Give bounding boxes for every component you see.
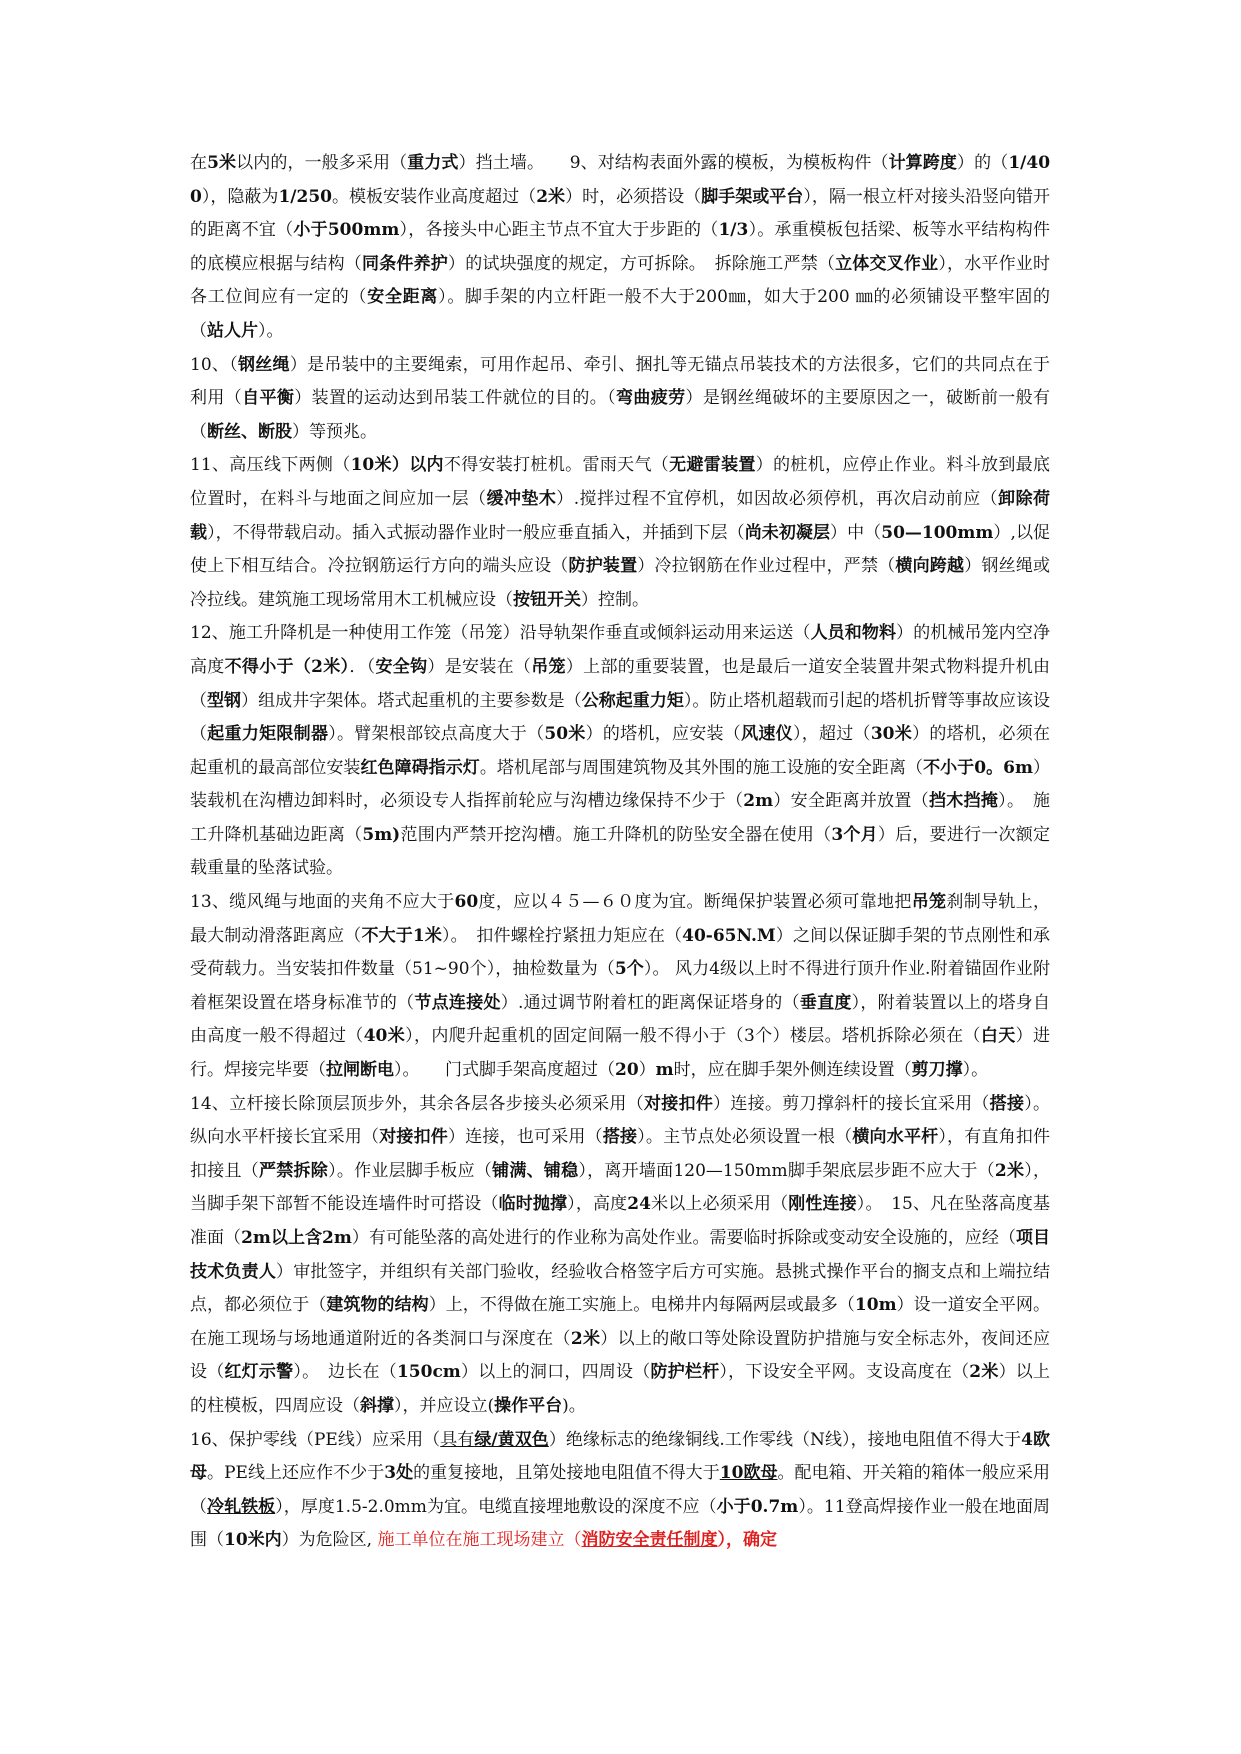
- bold-answer-text: 小于0.7m: [716, 1496, 799, 1517]
- body-text: ）的桩机，应停止作业。料斗放到最底位置时，在料斗与地面之间应加一层（: [190, 455, 1050, 509]
- bold-answer-text: 垂直度: [799, 992, 852, 1013]
- body-text: ）等预兆。: [292, 421, 377, 442]
- bold-answer-text: 5米: [207, 153, 237, 173]
- body-text: ）有可能坠落的高处进行的作业称为高处作业。需要临时拆除或变动安全设施的，应经（: [351, 1228, 1016, 1248]
- bold-answer-text: 横向水平杆: [852, 1127, 939, 1148]
- body-text: 。模板安装作业高度超过（: [331, 186, 537, 207]
- body-text: ）。主节点处必须设置一根（: [637, 1127, 853, 1148]
- bold-answer-text: 3个月: [831, 824, 878, 845]
- body-text: ）。 门式脚手架高度超过（: [394, 1060, 615, 1081]
- bold-answer-text: 10m: [854, 1295, 897, 1316]
- body-text: ），各接头中心距主节点不宜大于步距的（: [399, 220, 719, 241]
- body-text: 米以上必须采用（: [650, 1194, 789, 1215]
- body-text: ）。防止塔机超载而引起的塔机折臂等事故应该设（: [190, 690, 1051, 745]
- body-text: ）装置的运动达到吊装工件就位的目的。（: [294, 388, 616, 409]
- bold-answer-text: 临时抛撑: [498, 1194, 568, 1215]
- bold-answer-text: 铺满、铺稳: [492, 1160, 579, 1181]
- bold-answer-text: 立体交叉作业: [835, 253, 939, 274]
- body-text: ）的试块强度的规定，方可拆除。 拆除施工严禁（: [448, 253, 836, 274]
- paragraph-10: [190, 349, 1050, 450]
- bold-answer-text: 剪刀撑: [911, 1060, 963, 1081]
- body-text: ）为危险区,: [281, 1530, 373, 1551]
- body-text: ）时，必须搭设（: [565, 186, 702, 207]
- bold-answer-text: 不小于0。6m: [923, 757, 1033, 778]
- body-text: 具有: [440, 1429, 475, 1450]
- body-text: ），并应设立(: [394, 1395, 495, 1416]
- bold-answer-text: 建筑物的结构: [326, 1295, 429, 1316]
- bold-answer-text: 30米: [870, 724, 913, 745]
- bold-answer-text: 弯曲疲劳: [615, 388, 686, 409]
- body-text: ）。纵向水平杆接长宜采用（: [190, 1093, 1051, 1148]
- body-text: ）的塔机，应安装（: [585, 724, 742, 745]
- bold-answer-text: 消防安全责任制度: [581, 1530, 718, 1551]
- bold-answer-text: 绿/黄双色: [474, 1429, 549, 1450]
- document-body: [190, 147, 1050, 1558]
- bold-answer-text: 对接扣件: [644, 1093, 714, 1114]
- bold-answer-text: 自平衡: [242, 388, 295, 409]
- bold-answer-text: 缓冲垫木: [486, 488, 557, 509]
- body-text: ）钢丝绳或冷拉线。建筑施工现场常用木工机械应设（: [190, 556, 1051, 610]
- body-text: ）审批签字，并组织有关部门验收，经验收合格签字后方可实施。悬挑式操作平台的搁支点和上端拉结点，都必须位于（: [190, 1261, 1051, 1316]
- bold-answer-text: 不得小于（2米）: [224, 656, 350, 677]
- bold-answer-text: 起重力矩限制器: [207, 724, 329, 745]
- body-text: ），水平作业时各工位间应有一定的（: [190, 253, 1051, 308]
- body-text: ），高度: [567, 1194, 628, 1215]
- body-text: ），隐蔽为: [201, 186, 279, 207]
- body-text: ）装载机在沟槽边卸料时，必须设专人指挥前轮应与沟槽边缘保持不少于（: [190, 757, 1051, 812]
- body-text: 10、（: [190, 354, 238, 375]
- bold-answer-text: 60: [454, 892, 479, 913]
- body-text: ．（: [349, 656, 376, 677]
- body-text: 施工单位在施工现场建立（: [372, 1530, 582, 1551]
- body-text: ）.通过调节附着杠的距离保证塔身的（: [500, 992, 800, 1013]
- bold-answer-text: 计算跨度: [888, 153, 957, 173]
- bold-answer-text: 防护装置: [568, 556, 638, 577]
- body-text: 不得安装打桩机。雷雨天气（: [443, 455, 670, 476]
- bold-answer-text: 安全距离: [367, 287, 439, 308]
- bold-answer-text: 节点连接处: [414, 992, 501, 1013]
- bold-answer-text: 40米: [363, 1026, 406, 1047]
- bold-answer-text: 不大于1米: [361, 925, 442, 946]
- bold-answer-text: 刚性连接: [788, 1194, 857, 1215]
- bold-answer-text: 搭接: [989, 1093, 1025, 1114]
- bold-answer-text: 尚未初凝层: [744, 522, 831, 543]
- body-text: 。PE线上还应作不少于: [207, 1463, 385, 1484]
- bold-answer-text: 50米: [544, 724, 586, 745]
- body-text: ），离开墙面120—150mm脚手架底层步距不应大于（: [578, 1160, 995, 1181]
- body-text: ），厚度1.5-2.0mm为宜。电缆直接埋地敷设的深度不应（: [275, 1496, 717, 1517]
- bold-answer-text: 白天: [980, 1026, 1016, 1047]
- body-text: ）。脚手架的内立杆距一般不大于200㎜，如大于200 ㎜的必须铺设平整牢固的（: [190, 287, 1050, 341]
- body-text: ）。臂架根部铰点高度大于（: [328, 724, 545, 745]
- bold-answer-text: 150cm: [396, 1362, 461, 1383]
- bold-answer-text: 安全钩: [375, 656, 428, 677]
- bold-answer-text: 2米: [570, 1328, 601, 1349]
- body-text: )。: [562, 1395, 586, 1416]
- bold-answer-text: 斜撑: [360, 1395, 394, 1416]
- paragraph-13: [190, 886, 1050, 1088]
- body-text: 刹制导轨上，最大制动滑落距离应（: [190, 892, 1051, 946]
- body-text: ）冷拉钢筋在作业过程中，严禁（: [637, 556, 896, 577]
- bold-answer-text: 10米内: [224, 1530, 282, 1551]
- body-text: ）,以促使上下相互结合。冷拉钢筋运行方向的端头应设（: [190, 522, 1051, 577]
- bold-answer-text: 同条件养护: [362, 253, 448, 274]
- bold-answer-text: 3处: [384, 1463, 414, 1484]
- body-text: 。塔机尾部与周围建筑物及其外围的施工设施的安全距离（: [479, 757, 924, 778]
- body-text: ）。 15、凡在坠落高度基准面（: [190, 1194, 1051, 1248]
- bold-answer-text: 公称起重力矩: [581, 690, 684, 711]
- body-text: ）。作业层脚手板应（: [328, 1160, 493, 1181]
- bold-answer-text: 40-65N.M: [682, 925, 776, 946]
- bold-answer-text: 20: [615, 1060, 639, 1081]
- body-text: ）以上的洞口，四周设（: [460, 1362, 651, 1383]
- bold-answer-text: 搭接: [602, 1127, 638, 1148]
- bold-answer-text: 横向跨越: [895, 556, 965, 577]
- body-text: ）上，不得做在施工实施上。电梯井内每隔两层或最多（: [428, 1295, 855, 1316]
- bold-answer-text: 钢丝绳: [237, 354, 290, 375]
- body-text: ）挡土墙。 9、对结构表面外露的模板，为模板构件（: [458, 153, 889, 173]
- body-text: ）连接，也可采用（: [448, 1127, 603, 1148]
- bold-answer-text: 10欧母: [719, 1463, 778, 1484]
- body-text: ）。11登高焊接作业一般在地面周围（: [190, 1496, 1050, 1551]
- paragraph-12: [190, 617, 1050, 886]
- bold-answer-text: 2米: [969, 1362, 999, 1383]
- bold-answer-text: 2米: [994, 1160, 1025, 1181]
- body-text: ）以上的敞口等处除设置防护措施与安全标志外，夜间还应设（: [190, 1328, 1050, 1383]
- bold-answer-text: 1/3: [718, 220, 749, 241]
- body-text: ）中（: [830, 522, 882, 543]
- bold-answer-text: 4欧母: [190, 1429, 1050, 1484]
- bold-answer-text: 按钮开关: [513, 589, 581, 610]
- body-text: 范围内严禁开挖沟槽。施工升降机的防坠安全器在使用（: [400, 824, 832, 845]
- body-text: ）。: [258, 320, 284, 341]
- bold-answer-text: 吊笼: [911, 892, 947, 913]
- bold-answer-text: 10米）以内: [350, 455, 444, 476]
- paragraph-9: [190, 147, 1050, 349]
- body-text: ）。 施工升降机基础边距离（: [190, 791, 1051, 845]
- body-text: 以内的，一般多采用（: [236, 153, 408, 173]
- bold-answer-text: 5m): [362, 824, 401, 845]
- bold-answer-text: 50—100mm: [881, 522, 994, 543]
- body-text: ）。承重模板包括梁、板等水平结构构件的底模应根据与结构（: [190, 220, 1051, 274]
- body-text: ），有直角扣件扣接且（: [190, 1127, 1051, 1181]
- bold-answer-text: 5个: [614, 959, 644, 980]
- body-text: 在: [190, 153, 208, 173]
- body-text: ）.搅拌过程不宜停机，如因故必须停机，再次启动前应（: [556, 488, 999, 509]
- body-text: ）的（: [957, 153, 1009, 173]
- bold-answer-text: 脚手架或平台: [701, 186, 804, 207]
- body-text: ）以上的柱模板，四周应设（: [190, 1362, 1051, 1416]
- body-text: ），附着装置以上的塔身自由高度一般不得超过（: [190, 992, 1051, 1047]
- bold-answer-text: 2米: [536, 186, 566, 207]
- body-text: ）之间以保证脚手架的节点刚性和承受荷载力。当安装扣件数量（51~90个），抽检数量为（: [190, 925, 1050, 980]
- body-text: 的重复接地，且第处接地电阻值不得大于: [413, 1463, 720, 1484]
- bold-answer-text: 2m: [743, 791, 774, 812]
- body-text: ）进行。焊接完毕要（: [190, 1026, 1051, 1081]
- paragraph-11: [190, 449, 1050, 617]
- bold-answer-text: 防护栏杆: [650, 1362, 720, 1383]
- bold-answer-text: 挡木挡掩: [929, 791, 999, 812]
- bold-answer-text: 拉闸断电: [326, 1060, 394, 1081]
- bold-answer-text: 红色障碍指示灯: [360, 757, 480, 778]
- body-text: ）: [638, 1060, 656, 1081]
- body-text: ）连接。剪刀撑斜杆的接长宜采用（: [713, 1093, 990, 1114]
- paragraph-14-15: [190, 1088, 1050, 1424]
- body-text: ）安全距离并放置（: [773, 791, 929, 812]
- body-text: ）设一道安全平网。在施工现场与场地通道附近的各类洞口与深度在（: [190, 1295, 1051, 1349]
- body-text: ）。: [962, 1060, 989, 1081]
- body-text: ）后，要进行一次额定载重量的坠落试验。: [190, 824, 1051, 879]
- body-text: ），超过（: [792, 724, 871, 745]
- body-text: 。配电箱、开关箱的箱体一般应采用（: [190, 1463, 1051, 1517]
- bold-answer-text: 重力式: [407, 153, 459, 173]
- body-text: 12、施工升降机是一种使用工作笼（吊笼）沿导轨架作垂直或倾斜运动用来运送（: [190, 623, 811, 644]
- bold-answer-text: 风速仪: [741, 724, 793, 745]
- bold-answer-text: 项目技术负责人: [190, 1228, 1051, 1282]
- body-text: 13、缆风绳与地面的夹角不应大于: [190, 892, 455, 913]
- body-text: ），当脚手架下部暂不能设连墙件时可搭设（: [190, 1160, 1051, 1215]
- bold-answer-text: 对接扣件: [379, 1127, 449, 1148]
- bold-answer-text: 操作平台: [494, 1395, 563, 1416]
- bold-answer-text: 无避雷装置: [669, 455, 756, 476]
- bold-answer-text: 小于500mm: [293, 220, 400, 241]
- bold-answer-text: 卸除荷载: [190, 488, 1051, 543]
- bold-answer-text: 严禁拆除: [259, 1160, 329, 1181]
- body-text: 度，应以４５—６０度为宜。断绳保护装置必须可靠地把: [478, 892, 912, 913]
- body-text: 时，应在脚手架外侧连续设置（: [673, 1060, 912, 1081]
- body-text: ）的塔机，必须在起重机的最高部位安装: [190, 724, 1051, 778]
- bold-answer-text: 人员和物料: [810, 623, 897, 644]
- body-text: ）绝缘标志的绝缘铜线.工作零线（N线），接地电阻值不得大于: [548, 1429, 1022, 1450]
- body-text: ）的机械吊笼内空净高度: [190, 623, 1050, 677]
- body-text: ）是安装在（: [427, 656, 532, 677]
- bold-answer-text: 型钢: [207, 690, 242, 711]
- bold-answer-text: 1/250: [278, 186, 332, 207]
- body-text: ），隔一根立杆对接头沿竖向错开的距离不宜（: [190, 186, 1051, 241]
- bold-answer-text: 1/400: [190, 153, 1051, 207]
- body-text: ），下设安全平网。支设高度在（: [719, 1362, 970, 1383]
- body-text: ），内爬升起重机的固定间隔一般不得小于（3个）楼层。塔机拆除必须在（: [405, 1026, 981, 1047]
- bold-answer-text: ），确定: [717, 1530, 777, 1551]
- paragraph-16: [190, 1424, 1050, 1558]
- bold-answer-text: 红灯示警: [224, 1362, 294, 1383]
- bold-answer-text: 站人片: [207, 320, 258, 341]
- body-text: ）。 边长在（: [293, 1362, 397, 1383]
- body-text: ）。 风力4级以上时不得进行顶升作业.附着锚固作业附着框架设置在塔身标准节的（: [190, 959, 1050, 1013]
- body-text: 14、立杆接长除顶层顶步外，其余各层各步接头必须采用（: [190, 1093, 644, 1114]
- body-text: ）。 扣件螺栓拧紧扭力矩应在（: [441, 925, 683, 946]
- body-text: 11、高压线下两侧（: [190, 455, 351, 476]
- body-text: ）组成井字架体。塔式起重机的主要参数是（: [241, 690, 582, 711]
- bold-answer-text: 冷轧铁板: [207, 1496, 276, 1517]
- body-text: ）上部的重要装置，也是最后一道安全装置井架式物料提升机由（: [190, 656, 1051, 711]
- body-text: ）是钢丝绳破坏的主要原因之一，破断前一般有（: [190, 388, 1051, 442]
- bold-answer-text: 断丝、断股: [207, 421, 292, 442]
- body-text: ）是吊装中的主要绳索，可用作起吊、牵引、捆扎等无锚点吊装技术的方法很多，它们的共同点在于利用（: [190, 354, 1051, 409]
- body-text: 16、保护零线（PE线）应采用（: [190, 1429, 441, 1450]
- body-text: ）控制。: [581, 589, 649, 610]
- bold-answer-text: m: [655, 1060, 674, 1081]
- bold-answer-text: 2m以上含2m: [241, 1228, 352, 1248]
- bold-answer-text: 24: [627, 1194, 651, 1215]
- body-text: ），不得带载启动。插入式振动器作业时一般应垂直插入，并插到下层（: [207, 522, 745, 543]
- bold-answer-text: 吊笼: [531, 656, 566, 677]
